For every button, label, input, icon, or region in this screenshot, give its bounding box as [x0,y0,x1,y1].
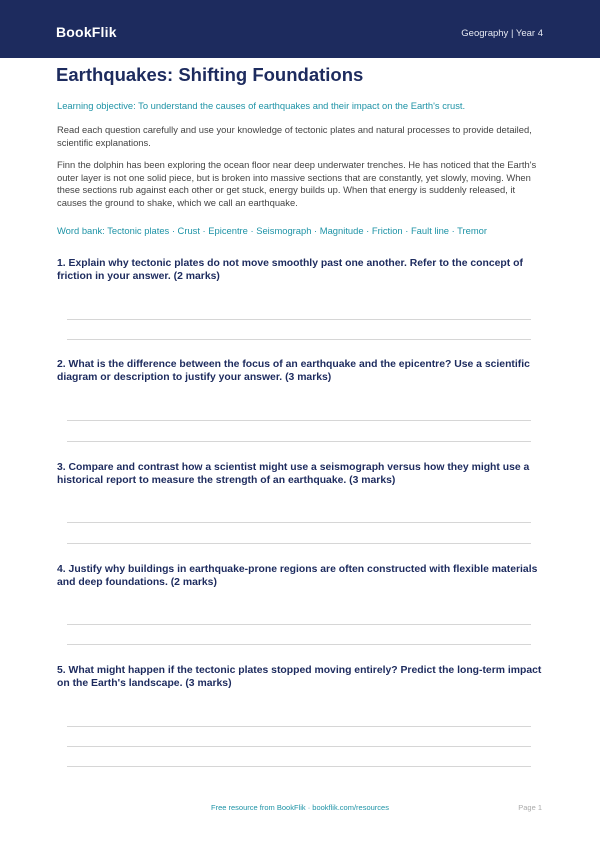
question-2: 2. What is the difference between the focus of an earthquake and the epicentre? Use a scientific diagram or description to justify your answer. (3 marks) [57,359,530,383]
answer-line[interactable] [67,746,531,747]
answer-line[interactable] [67,624,531,625]
instructions-paragraph: Read each question carefully and use your knowledge of tectonic plates and natural processes to provide detailed, scientific explanations. [57,124,532,148]
page-number: Page 1 [518,803,542,812]
question-3: 3. Compare and contrast how a scientist might use a seismograph versus how they might use a historical report to measure the strength of an earthquake. (3 marks) [57,462,530,486]
answer-line[interactable] [67,441,531,442]
story-paragraph: Finn the dolphin has been exploring the ocean floor near deep underwater trenches. He has noticed that the Earth's outer layer is not one solid piece, but is broken into massive sections that are constantly, yet slowly, moving. When these sections rub against each other or get stuck, energy builds up. When that energy is suddenly released, it causes the ground to shake, which we call an earthquake. [57,159,537,209]
answer-line[interactable] [67,726,531,727]
answer-line[interactable] [67,420,531,421]
word-bank: Word bank: Tectonic plates · Crust · Epicentre · Seismograph · Magnitude · Friction · Fault line · Tremor [57,225,488,236]
answer-line[interactable] [67,644,531,645]
answer-line[interactable] [67,522,531,523]
footer-link[interactable]: Free resource from BookFlik · bookflik.com/resources [211,803,389,812]
question-5: 5. What might happen if the tectonic plates stopped moving entirely? Predict the long-term impact on the Earth's landscape. (3 marks) [57,665,542,689]
subject-year: Geography | Year 4 [461,28,543,39]
question-1: 1. Explain why tectonic plates do not move smoothly past one another. Refer to the concept of friction in your answer. (2 marks) [57,258,523,282]
page-title: Earthquakes: Shifting Foundations [56,64,364,85]
answer-line[interactable] [67,319,531,320]
answer-line[interactable] [67,766,531,767]
answer-line[interactable] [67,339,531,340]
question-4: 4. Justify why buildings in earthquake-prone regions are often constructed with flexible materials and deep foundations. (2 marks) [57,564,538,588]
answer-line[interactable] [67,543,531,544]
brand-logo: BookFlik [56,24,117,40]
learning-objective: Learning objective: To understand the causes of earthquakes and their impact on the Earth's crust. [57,100,466,111]
header-bar [0,0,600,58]
